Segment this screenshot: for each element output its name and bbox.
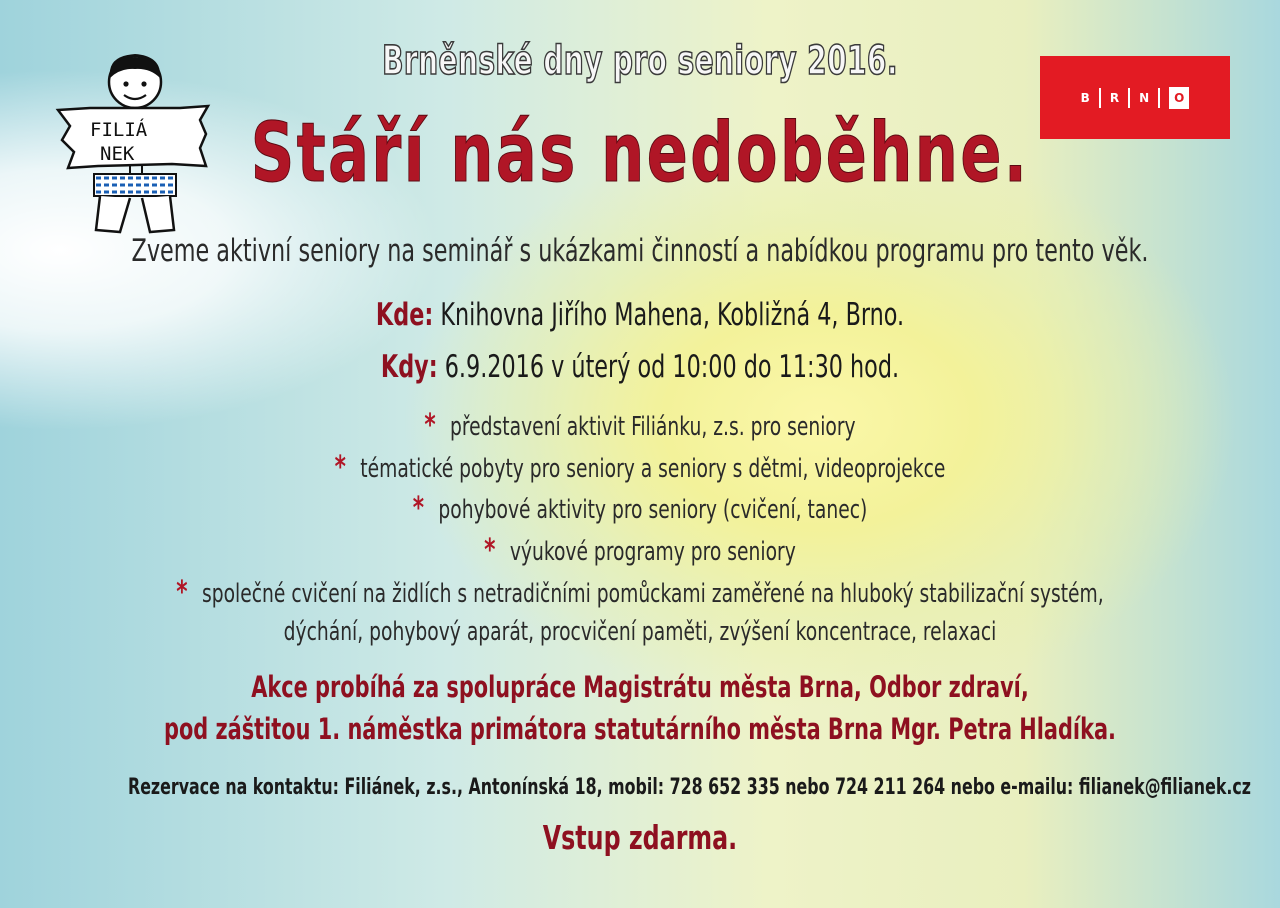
program-item-text: výukové programy pro seniory — [509, 537, 796, 567]
bullet-star-icon: * — [412, 491, 424, 526]
brno-logo-letter-b: B — [1080, 90, 1090, 105]
support-text-line-2: pod záštitou 1. náměstka primátora statutárního města Brna Mgr. Petra Hladíka. — [164, 712, 1116, 746]
program-item — [128, 408, 1152, 443]
program-item — [128, 491, 1152, 526]
location-value: Knihovna Jiřího Mahena, Kobližná 4, Brno. — [433, 297, 905, 333]
bullet-star-icon: * — [484, 533, 496, 568]
program-item-text: představení aktivit Filiánku, z.s. pro seniory — [450, 412, 856, 442]
bullet-star-icon: * — [334, 450, 346, 485]
location-line — [128, 297, 1152, 333]
reservation-contact: Rezervace na kontaktu: Filiánek, z.s., Antonínská 18, mobil: 728 652 335 nebo 724 211 264 nebo e-mailu: filianek@filianek.cz — [128, 775, 1251, 800]
program-item — [128, 450, 1152, 485]
event-series-title: Brněnské dny pro seniory 2016. — [382, 38, 898, 84]
date-value: 6.9.2016 v úterý od 10:00 do 11:30 hod. — [437, 349, 900, 385]
free-entry-note: Vstup zdarma. — [542, 818, 738, 857]
program-item-text: společné cvičení na židlích s netradičními pomůckami zaměřené na hluboký stabilizační systém, — [201, 579, 1104, 609]
date-line — [128, 349, 1152, 385]
program-item-text: pohybové aktivity pro seniory (cvičení, tanec) — [438, 495, 868, 525]
program-item-continuation: dýchání, pohybový aparát, procvičení paměti, zvýšení koncentrace, relaxaci — [283, 617, 997, 647]
brno-logo-letter-r: R — [1109, 90, 1120, 105]
location-label: Kde: — [375, 297, 434, 333]
invitation-text: Zveme aktivní seniory na seminář s ukázkami činností a nabídkou programu pro tento věk. — [131, 233, 1149, 269]
brno-logo-divider — [1158, 88, 1160, 108]
support-text-line-1: Akce probíhá za spolupráce Magistrátu města Brna, Odbor zdraví, — [251, 670, 1029, 704]
mascot-text-line2: NEK — [100, 143, 135, 165]
bullet-star-icon: * — [176, 575, 188, 610]
brno-logo-letter-o: O — [1169, 87, 1189, 109]
date-label: Kdy: — [380, 349, 438, 385]
brno-logo-letter-n: N — [1139, 90, 1150, 105]
mascot-text-line1: FILIÁ — [90, 119, 148, 141]
page-title: Stáří nás nedoběhne. — [250, 106, 1030, 201]
bullet-star-icon: * — [424, 408, 436, 443]
program-item — [128, 533, 1152, 568]
brno-logo-divider — [1128, 88, 1130, 108]
brno-logo-divider — [1099, 88, 1101, 108]
program-item — [128, 575, 1152, 610]
program-item-text: tématické pobyty pro seniory a seniory s dětmi, videoprojekce — [360, 454, 946, 484]
